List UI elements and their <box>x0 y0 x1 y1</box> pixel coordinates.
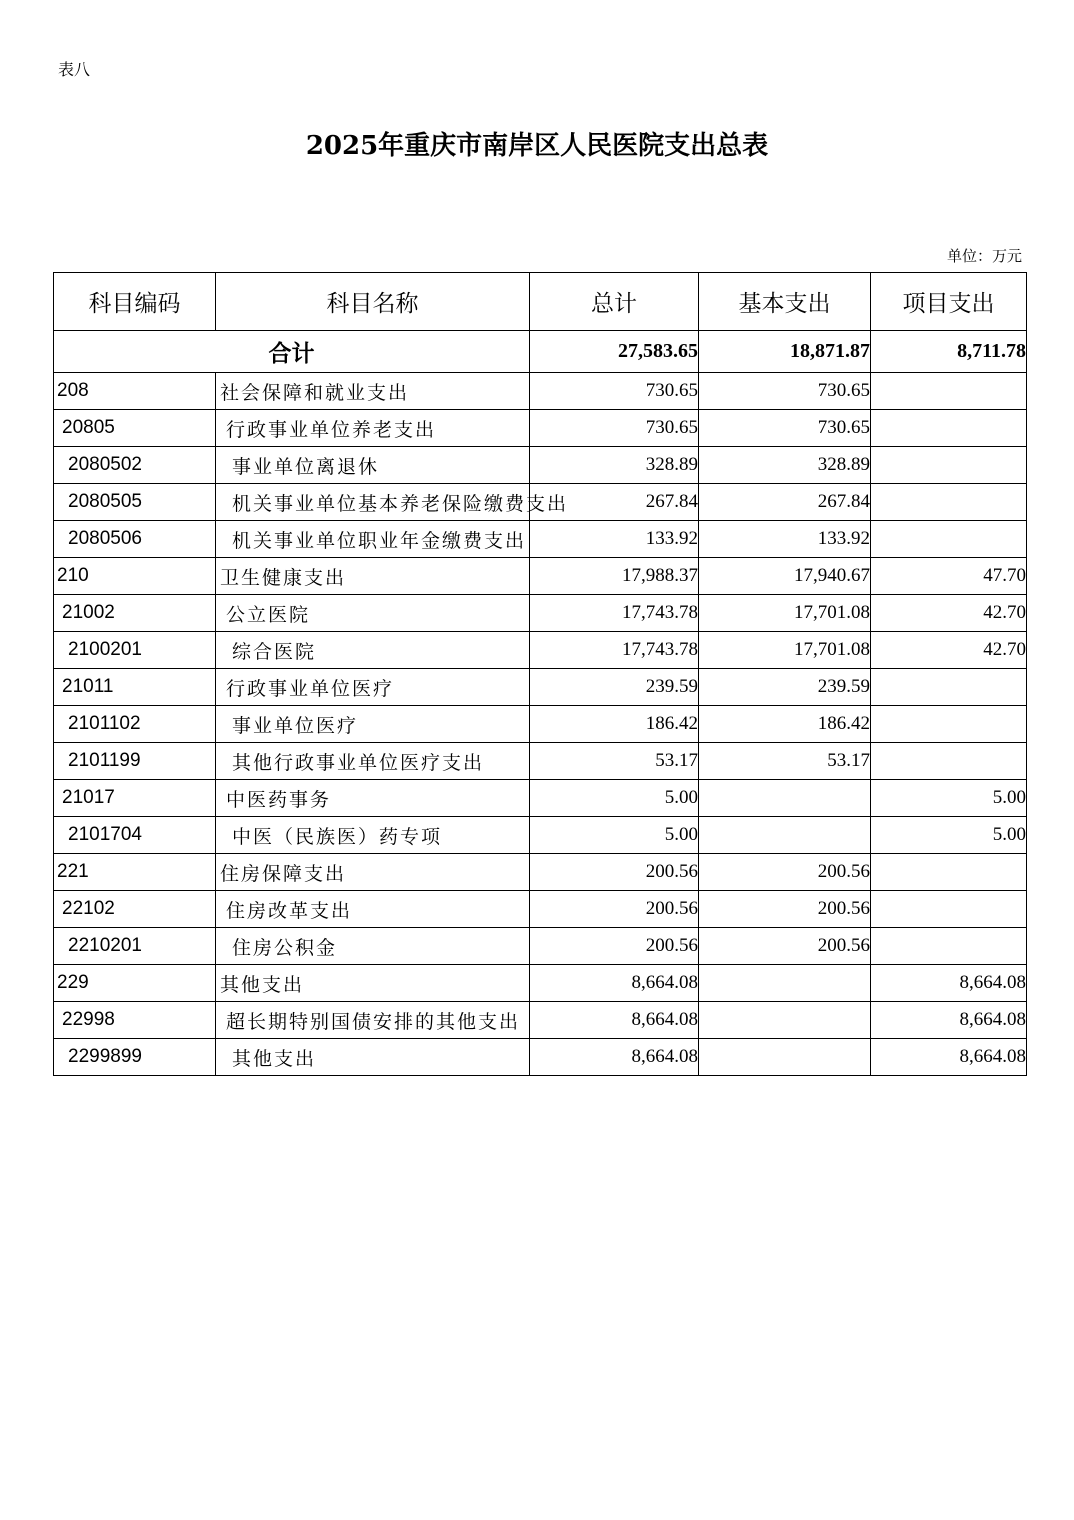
cell-basic: 53.17 <box>699 743 871 780</box>
cell-name: 中医（民族医）药专项 <box>216 817 530 854</box>
cell-total: 8,664.08 <box>530 1039 699 1076</box>
cell-basic: 200.56 <box>699 854 871 891</box>
cell-project <box>871 521 1027 558</box>
table-row <box>54 743 1027 780</box>
cell-project: 5.00 <box>871 817 1027 854</box>
cell-basic: 239.59 <box>699 669 871 706</box>
cell-project <box>871 706 1027 743</box>
cell-project: 42.70 <box>871 595 1027 632</box>
table-row <box>54 706 1027 743</box>
cell-name: 事业单位离退休 <box>216 447 530 484</box>
header-basic: 基本支出 <box>699 273 871 331</box>
cell-total: 17,988.37 <box>530 558 699 595</box>
cell-code: 221 <box>54 854 216 891</box>
cell-project: 8,664.08 <box>871 965 1027 1002</box>
expenditure-table <box>53 272 1027 1076</box>
table-row <box>54 669 1027 706</box>
cell-total: 133.92 <box>530 521 699 558</box>
cell-basic <box>699 780 871 817</box>
cell-basic: 730.65 <box>699 410 871 447</box>
cell-project <box>871 743 1027 780</box>
cell-code: 22102 <box>54 891 216 928</box>
document-title: 2025年重庆市南岸区人民医院支出总表 <box>305 131 769 161</box>
cell-code: 2080506 <box>54 521 216 558</box>
cell-name: 公立医院 <box>216 595 530 632</box>
cell-code: 21002 <box>54 595 216 632</box>
cell-code: 208 <box>54 373 216 410</box>
table-row <box>54 632 1027 669</box>
cell-project <box>871 854 1027 891</box>
cell-code: 2100201 <box>54 632 216 669</box>
cell-basic: 17,940.67 <box>699 558 871 595</box>
cell-name: 其他支出 <box>216 1039 530 1076</box>
cell-basic <box>699 1002 871 1039</box>
cell-basic: 17,701.08 <box>699 595 871 632</box>
cell-code: 20805 <box>54 410 216 447</box>
cell-name: 机关事业单位职业年金缴费支出 <box>216 521 530 558</box>
cell-total: 8,664.08 <box>530 1002 699 1039</box>
cell-total: 8,664.08 <box>530 965 699 1002</box>
table-row <box>54 484 1027 521</box>
total-basic: 18,871.87 <box>699 331 871 373</box>
cell-project: 8,664.08 <box>871 1002 1027 1039</box>
unit-label: 单位：万元 <box>946 247 1022 265</box>
cell-code: 2080502 <box>54 447 216 484</box>
cell-total: 267.84 <box>530 484 699 521</box>
cell-code: 210 <box>54 558 216 595</box>
cell-name: 综合医院 <box>216 632 530 669</box>
cell-name: 住房改革支出 <box>216 891 530 928</box>
cell-project <box>871 669 1027 706</box>
table-row <box>54 780 1027 817</box>
cell-basic: 133.92 <box>699 521 871 558</box>
header-row <box>54 273 1027 331</box>
cell-name: 住房公积金 <box>216 928 530 965</box>
cell-code: 2210201 <box>54 928 216 965</box>
cell-basic: 186.42 <box>699 706 871 743</box>
table-row <box>54 447 1027 484</box>
cell-name: 行政事业单位医疗 <box>216 669 530 706</box>
cell-name: 超长期特别国债安排的其他支出 <box>216 1002 530 1039</box>
cell-basic <box>699 1039 871 1076</box>
cell-total: 328.89 <box>530 447 699 484</box>
cell-project <box>871 928 1027 965</box>
table-row <box>54 410 1027 447</box>
header-name: 科目名称 <box>216 273 530 331</box>
cell-total: 53.17 <box>530 743 699 780</box>
cell-total: 5.00 <box>530 780 699 817</box>
cell-basic: 267.84 <box>699 484 871 521</box>
cell-project: 47.70 <box>871 558 1027 595</box>
cell-name: 机关事业单位基本养老保险缴费支出 <box>216 484 530 521</box>
header-project: 项目支出 <box>871 273 1027 331</box>
cell-name: 其他支出 <box>216 965 530 1002</box>
cell-total: 17,743.78 <box>530 632 699 669</box>
cell-project <box>871 484 1027 521</box>
table-row <box>54 817 1027 854</box>
table-row <box>54 595 1027 632</box>
cell-total: 200.56 <box>530 854 699 891</box>
cell-name: 卫生健康支出 <box>216 558 530 595</box>
cell-code: 2080505 <box>54 484 216 521</box>
cell-name: 事业单位医疗 <box>216 706 530 743</box>
cell-basic <box>699 965 871 1002</box>
table-row <box>54 521 1027 558</box>
cell-basic: 200.56 <box>699 891 871 928</box>
total-row <box>54 331 1027 373</box>
cell-basic: 730.65 <box>699 373 871 410</box>
document-label: 表八 <box>58 60 91 79</box>
header-total: 总计 <box>530 273 699 331</box>
table-row <box>54 1039 1027 1076</box>
cell-basic <box>699 817 871 854</box>
total-sum: 27,583.65 <box>530 331 699 373</box>
cell-project <box>871 410 1027 447</box>
cell-basic: 200.56 <box>699 928 871 965</box>
table-row <box>54 1002 1027 1039</box>
cell-basic: 17,701.08 <box>699 632 871 669</box>
cell-project: 42.70 <box>871 632 1027 669</box>
total-label: 合计 <box>54 331 530 373</box>
cell-code: 21017 <box>54 780 216 817</box>
cell-code: 21011 <box>54 669 216 706</box>
table-row <box>54 965 1027 1002</box>
table-row <box>54 854 1027 891</box>
cell-code: 2101102 <box>54 706 216 743</box>
cell-total: 17,743.78 <box>530 595 699 632</box>
header-code: 科目编码 <box>54 273 216 331</box>
cell-code: 22998 <box>54 1002 216 1039</box>
cell-project: 5.00 <box>871 780 1027 817</box>
cell-name: 社会保障和就业支出 <box>216 373 530 410</box>
cell-basic: 328.89 <box>699 447 871 484</box>
cell-total: 200.56 <box>530 891 699 928</box>
cell-code: 2299899 <box>54 1039 216 1076</box>
cell-name: 其他行政事业单位医疗支出 <box>216 743 530 780</box>
cell-project: 8,664.08 <box>871 1039 1027 1076</box>
cell-code: 229 <box>54 965 216 1002</box>
cell-code: 2101199 <box>54 743 216 780</box>
cell-total: 239.59 <box>530 669 699 706</box>
cell-total: 5.00 <box>530 817 699 854</box>
table-row <box>54 558 1027 595</box>
table-row <box>54 928 1027 965</box>
cell-name: 行政事业单位养老支出 <box>216 410 530 447</box>
cell-name: 中医药事务 <box>216 780 530 817</box>
cell-code: 2101704 <box>54 817 216 854</box>
table-row <box>54 891 1027 928</box>
cell-project <box>871 447 1027 484</box>
cell-project <box>871 891 1027 928</box>
cell-total: 730.65 <box>530 373 699 410</box>
cell-project <box>871 373 1027 410</box>
cell-total: 200.56 <box>530 928 699 965</box>
cell-name: 住房保障支出 <box>216 854 530 891</box>
total-project: 8,711.78 <box>871 331 1027 373</box>
table-row <box>54 373 1027 410</box>
cell-total: 186.42 <box>530 706 699 743</box>
cell-total: 730.65 <box>530 410 699 447</box>
